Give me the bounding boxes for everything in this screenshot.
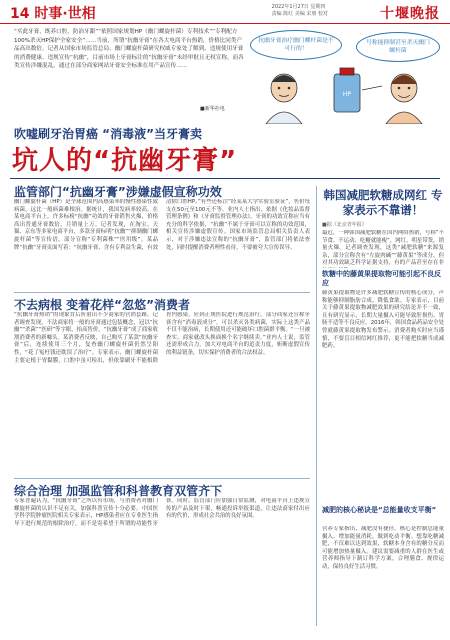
speech-bubble-left: 抗幽牙膏治疗幽门螺杆菌是不可行的！ [250, 30, 342, 60]
sidebar-article-source: ■据《北京青年报》 [322, 222, 367, 228]
svg-text:HP: HP [342, 91, 352, 98]
masthead [0, 0, 450, 24]
article3-title: 综合治理 加强监管和科普教育双管齐下 [14, 484, 223, 498]
headline-kicker: 吹嘘刷牙治胃癌 “消毒液”当牙膏卖 [14, 127, 202, 141]
article1-title: 监管部门“抗幽牙膏”涉嫌虚假宣称功效 [14, 185, 222, 199]
publish-date [272, 4, 328, 18]
intro-byline: ■新华社电 [200, 106, 225, 112]
page-title: 14 时事·世相 [10, 6, 96, 22]
sidebar-article-body-2: 营养专家指出，减肥没有捷径，核心是控制总能量摄入、增加能量消耗，做到吃动平衡。想靠吃糖减肥，不仅难以达到效果，软糖本身含有的糖分反而可能增加热量摄入。建议需要减重的人群在医生或营养师指导下制订科学方案，合理膳食、规律运动，保持良好生活习惯。 [322, 526, 444, 570]
headline-divider [10, 178, 440, 179]
main-headline: 坑人的“抗幽牙膏” [12, 146, 238, 176]
newspaper-logo: 十堰晚报 [380, 6, 440, 22]
column-separator [316, 186, 317, 626]
article3-body: 专家普遍认为，“抗幽牙膏”之所以有市场，与消费者对幽门螺旋杆菌的认识不足有关，加强科普宣传十分必要。中国医学科学院肿瘤医院相关专家表示，HP感染者应在专业医生指导下进行规范的根除治疗，而不是寄希望于所谓的功能性牙膏。同时，监管部门应加强日常监测，对电商平台上违规宣传的产品及时下架，畅通投诉举报渠道，让违法商家付出应有的代价，形成社会共治的良好氛围。 [14, 498, 310, 527]
sidebar-subheading-2: 减肥的核心秘诀是“总能量收支平衡” [322, 506, 437, 514]
sidebar-article-lead: 最近，一种韩国减肥软糖在国内网络热销，号称“不节食、不运动、吃糖就能瘦”，网红、明星带货，销量火爆。记者调查发现，这类“减肥软糖”来源复杂，部分宣称含有“左旋肉碱”“藤黄果”等成分，但对其功效缺乏科学证据支持，有的产品甚至存在非 [322, 230, 444, 267]
sidebar-article-body-1: 藤黄果提取物是许多减肥软糖宣传的核心成分，声称能够抑制脂肪合成、降低食欲。专家表示，目前关于藤黄果提取物减肥效果的研究结论并不一致，且有研究显示，长期大量摄入可能导致肝损伤、胃肠不适等不良反应。2016年，韩国食品药品安全处曾就藤黄果提取物发布警示。消费者购买时应当谨慎，不要盲目相信网红推荐，更不能把软糖当成减肥药。 [322, 290, 444, 350]
article-divider [14, 292, 310, 293]
date-line: 2022年1月27日 星期四 [271, 4, 326, 10]
article2-body: “抗幽牙膏热销”的现象背后折射出不少商家的营销套路。记者调查发现，不法商家将一般的牙膏通过包装概念，冠以“抗幽”“杀菌”“医研”等字眼，抬高售价，“抗幽牙膏”成了商家收割消费者的新噱头。某消费者反映，自己购买了某款“抗幽牙膏”后，连续使用三个月，复查幽门螺旋杆菌仍然呈阳性，“花了冤枉钱还耽误了治疗”。专家表示，幽门螺旋杆菌主要定植于胃黏膜，口腔中虽可检出，但依靠刷牙不能根除胃内感染，应到正规医院进行规范治疗。部分商家还宣称牙膏含有“消毒液成分”，可以杀灭各类病菌，实际上这类产品不仅不能治病，长期使用还可能破坏口腔菌群平衡。“一旦被查实，商家就改头换面换个名字继续卖。”业内人士说，监管还需形成合力，加大对电商平台的追责力度，斩断虚假宣传的利益链条，切实保护消费者的合法权益。 [14, 312, 310, 364]
sidebar-article-title: 韩国减肥软糖成网红 专家表示不靠谱！ [323, 188, 443, 217]
article2-title: 不去病根 变着花样“忽悠”消费者 [14, 298, 190, 312]
editor-line: 责编 陈红 美编 宋朋 校对 [271, 11, 328, 17]
intro-paragraph: “买此牙膏，既养口腔，防治牙龈”“依照国家规划HP（幽门螺旋杆菌）专利技术”“专利配方100%杀灭HP保护全家安全”……当前，所谓“抗幽牙膏”在各大电商平台热销，价格比同类产品高出数倍。记者从国家市场监管总局、幽门螺旋杆菌研究权威专家处了解到，违规使用牙膏的消费健康、违规宣传“抗幽”，目前市场上牙膏标注的“抗幽牙膏”未经审批且无权宣称，而各类宣传涉嫌混乱，通过在部分商家网站牙膏安全标准在用产品宣传…… [14, 29, 244, 70]
speech-bubble-right: 号称能抑制甚至杀灭幽门螺杆菌 [356, 32, 440, 62]
article1-body: 幽门螺旋杆菌（HP）是全球范围内高感染率的慢性感染性致病菌，远比一般病菌难根治。据统计，我国发病率较高。在某电商平台上，许多标榜“抗幽”功效的牙膏销售火爆，价格高出普通牙膏数倍，月销量上万。记者发现，在淘宝、天猫、京东等多家电商平台，多款牙膏标明“抗幽”“抑制幽门螺旋杆菌”等宣传语，部分宣称“专利菌株”“医用级”。某品牌“抗幽”牙膏页面写着：“抗幽牙膏，含有专利益生菌，有效清除口腔HP。”有些还标注“经某某大学实验室验证”，售价每支在50元至100元不等。业内人士指出，依据《化妆品监督管理条例》和《牙膏监督管理办法》，牙膏的功效宣称应当有充分的科学依据，“抗幽”不属于牙膏可以宣称的功效范围，相关宣传涉嫌虚假宣传。国家市场监管总局相关负责人表示，对于涉嫌违法宣称的“抗幽牙膏”，监管部门将依法查处，同时提醒消费者理性看待，不要被夸大宣传误导。 [14, 199, 310, 251]
cartoon-illustration [250, 30, 440, 124]
sidebar-subheading-1: 软糖中的藤黄果提取物可能引起不良反应 [322, 270, 441, 287]
article-divider [14, 478, 310, 479]
